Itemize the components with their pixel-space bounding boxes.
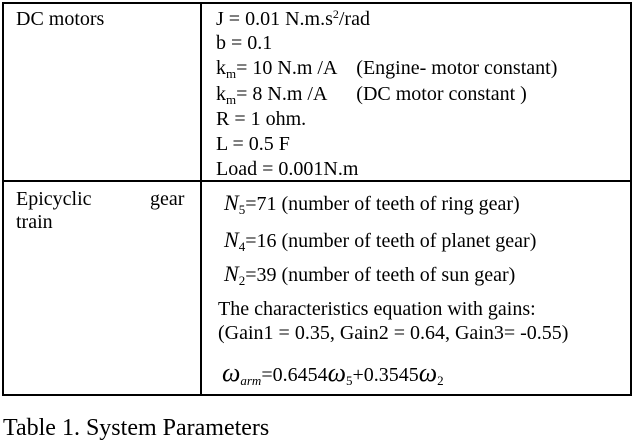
ring-gear-teeth-line: [224, 192, 520, 215]
omega-symbol: ω: [327, 358, 346, 387]
omega-arm-subscript: arm: [240, 373, 262, 388]
table-bottom-border: [2, 394, 632, 396]
arm-speed-equation: [222, 358, 444, 388]
ring-gear-teeth-value: =71 (number of teeth of ring gear): [245, 193, 520, 215]
n-subscript: 5: [238, 202, 246, 217]
system-parameters-table: [2, 2, 632, 396]
omega-symbol: ω: [418, 358, 438, 387]
inertia-suffix: /rad: [338, 8, 370, 30]
table-right-border: [630, 2, 632, 396]
engine-motor-constant-value: = 10 N.m /A (Engine- motor constant): [236, 57, 558, 79]
equation-coefficient-1: =0.6454: [261, 364, 328, 386]
planet-gear-teeth-line: [224, 229, 536, 252]
n-subscript: 4: [238, 239, 246, 254]
table-caption: Table 1. System Parameters: [3, 415, 270, 441]
damping-line: b = 0.1: [216, 32, 273, 54]
inertia-line: [216, 8, 370, 30]
epicyclic-label-word2: gear: [150, 188, 185, 210]
column-divider: [200, 2, 202, 396]
sun-gear-teeth-line: [224, 263, 515, 286]
inertia-exponent: 2: [332, 7, 339, 21]
omega-2-subscript: 2: [437, 373, 444, 388]
sun-gear-teeth-value: =39 (number of teeth of sun gear): [245, 264, 516, 286]
km-symbol: k: [216, 57, 226, 79]
table-left-border: [2, 2, 4, 396]
inductance-line: L = 0.5 F: [216, 133, 290, 155]
epicyclic-label-word1: Epicyclic: [16, 188, 92, 210]
equation-coefficient-2: +0.3545: [352, 364, 419, 386]
load-line: Load = 0.001N.m: [216, 158, 359, 180]
n-symbol: N: [224, 261, 239, 286]
n-symbol: N: [224, 227, 239, 252]
table-top-border: [2, 2, 632, 4]
km-subscript: m: [226, 66, 237, 81]
km-subscript: m: [226, 92, 237, 107]
inertia-prefix: J = 0.01 N.m.s: [216, 8, 333, 30]
n-symbol: N: [224, 190, 239, 215]
dc-motor-constant-line: [216, 83, 527, 105]
dc-motor-constant-value: = 8 N.m /A (DC motor constant ): [236, 83, 527, 105]
resistance-line: R = 1 ohm.: [216, 108, 307, 130]
planet-gear-teeth-value: =16 (number of teeth of planet gear): [245, 230, 537, 252]
dc-motors-label: DC motors: [16, 8, 105, 30]
omega-5-subscript: 5: [345, 373, 353, 388]
row-divider: [2, 180, 632, 182]
omega-symbol: ω: [222, 358, 241, 387]
characteristics-equation-heading: The characteristics equation with gains:: [218, 298, 536, 320]
km-symbol: k: [216, 83, 226, 105]
epicyclic-label-word3: train: [16, 211, 53, 233]
engine-motor-constant-line: [216, 57, 557, 79]
gains-line: (Gain1 = 0.35, Gain2 = 0.64, Gain3= -0.55): [218, 322, 569, 344]
n-subscript: 2: [238, 273, 246, 288]
